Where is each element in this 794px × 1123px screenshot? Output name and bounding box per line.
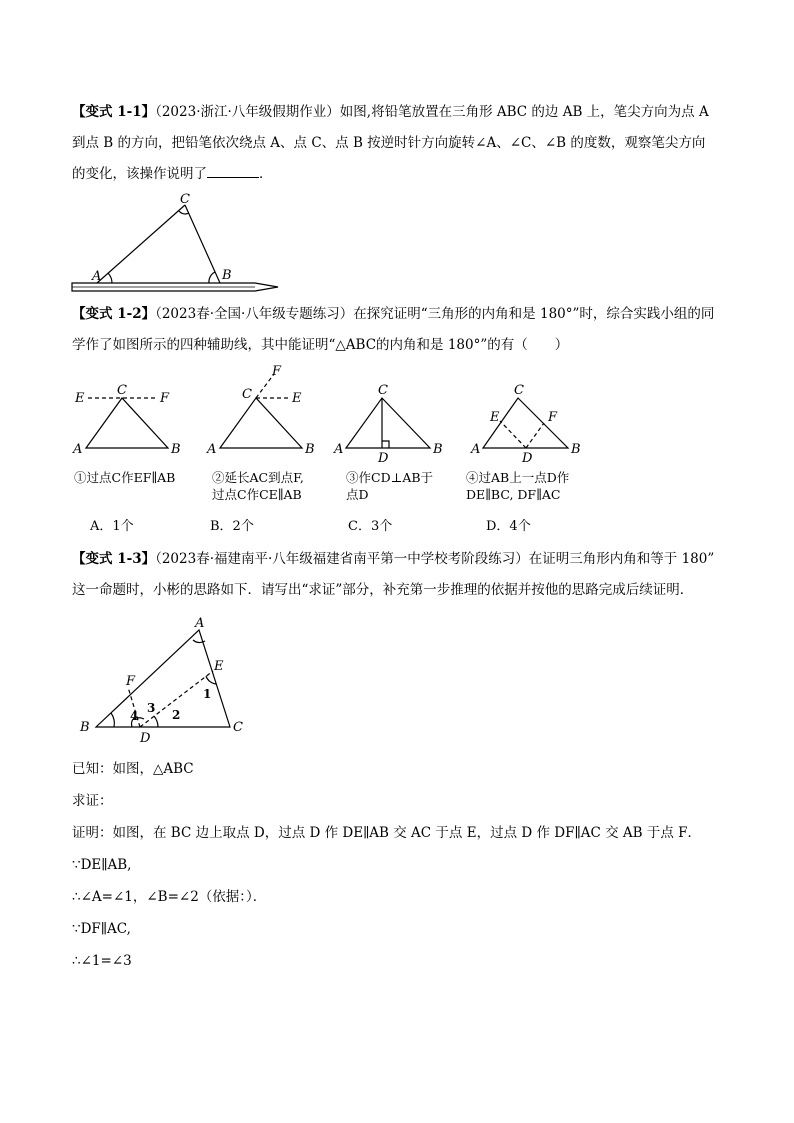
- option-a[interactable]: A．1个: [90, 519, 134, 534]
- q1-tag: 【变式 1-1】: [72, 104, 156, 120]
- q3-tag: 【变式 1-3】: [72, 551, 156, 567]
- q3-proof-2: ∵DE∥AB,: [72, 857, 132, 873]
- f4-label-D: D: [522, 451, 533, 466]
- f2-label-F: F: [272, 364, 282, 379]
- option-b[interactable]: B．2个: [210, 519, 254, 534]
- caption-3-line2: 点D: [346, 487, 369, 502]
- q3-angle-2: 2: [172, 708, 181, 722]
- f2-label-A: A: [207, 442, 217, 457]
- q3-angle-1: 1: [203, 687, 212, 701]
- q3-proof-5: ∴∠1=∠3: [72, 953, 132, 969]
- q2-line2: 学作了如图所示的四种辅助线，其中能证明“△ABC的内角和是 180°”的有（ ）: [72, 337, 569, 353]
- q3-angle-4: 4: [130, 709, 139, 723]
- q3-label-A: A: [195, 616, 205, 631]
- f4-label-E: E: [490, 410, 500, 425]
- q3-label-D: D: [140, 731, 151, 746]
- angle-B-arc: [111, 713, 114, 727]
- option-d[interactable]: D．4个: [486, 519, 531, 534]
- f1-label-C: C: [117, 383, 127, 398]
- f4-label-A: A: [471, 442, 481, 457]
- caption-2-line1: ②延长AC到点F,: [212, 470, 304, 485]
- f3-label-B: B: [433, 442, 443, 457]
- f2-label-E: E: [292, 391, 302, 406]
- f1-label-B: B: [171, 442, 181, 457]
- option-c[interactable]: C．3个: [348, 519, 393, 534]
- f3-label-A: A: [334, 442, 344, 457]
- q3-text1: （2023春·福建南平·八年级福建省南平第一中学校考阶段练习）在证明三角形内角和等于 180”: [155, 551, 715, 567]
- q3-prove: 求证：: [72, 793, 113, 809]
- f1-label-F: F: [160, 391, 170, 406]
- q3-label-C: C: [233, 720, 243, 735]
- q1-line2: 到点 B 的方向，把铅笔依次绕点 A、点 C、点 B 按逆时针方向旋转∠A、∠C、∠B 的度数，观察笔尖方向: [72, 135, 706, 151]
- caption-3-line1: ③作CD⊥AB于: [346, 470, 434, 485]
- q2-tag: 【变式 1-2】: [72, 306, 156, 322]
- caption-4-line2: DE∥BC, DF∥AC: [466, 487, 561, 502]
- f4-label-C: C: [514, 383, 524, 398]
- caption-4-line1: ④过AB上一点D作: [466, 470, 570, 485]
- f2-label-C: C: [242, 387, 252, 402]
- f2-label-B: B: [305, 442, 315, 457]
- q1-label-A: A: [92, 269, 102, 284]
- f4-label-B: B: [571, 442, 581, 457]
- f4-label-F: F: [548, 410, 558, 425]
- q3-proof-1: 证明：如图，在 BC 边上取点 D，过点 D 作 DE∥AB 交 AC 于点 E，过点 D 作 DF∥AC 交 AB 于点 F．: [72, 825, 701, 841]
- q1-text1: （2023·浙江·八年级假期作业）如图,将铅笔放置在三角形 ABC 的边 AB 上，笔尖方向为点 A: [155, 104, 709, 120]
- q3-label-F: F: [126, 674, 136, 689]
- q3-proof-3: ∴∠A=∠1，∠B=∠2（依据：）．: [72, 889, 267, 905]
- q3-line2: 这一命题时，小彬的思路如下．请写出“求证”部分，补充第一步推理的依据并按他的思路完成后续证明．: [72, 582, 694, 598]
- q1-text3: 的变化，该操作说明了: [72, 166, 207, 182]
- q3-known: 已知：如图，△ABC: [72, 761, 194, 777]
- f1-label-A: A: [73, 442, 83, 457]
- q1-label-B: B: [222, 268, 232, 283]
- caption-1-line1: ①过点C作EF∥AB: [74, 470, 176, 485]
- f3-label-D: D: [378, 451, 389, 466]
- q3-triangle: [96, 630, 230, 727]
- q1-label-C: C: [180, 192, 190, 207]
- f3-label-C: C: [378, 383, 388, 398]
- caption-2-line2: 过点C作CE∥AB: [212, 487, 302, 502]
- f1-label-E: E: [75, 391, 85, 406]
- q2-text1: （2023春·全国·八年级专题练习）在探究证明“三角形的内角和是 180°”时，综合实践小组的同: [155, 306, 715, 322]
- q3-proof-4: ∵DF∥AC,: [72, 921, 131, 937]
- q3-label-B: B: [80, 720, 90, 735]
- q1-text3-end: ．: [259, 166, 273, 182]
- q3-label-E: E: [214, 659, 224, 674]
- q3-angle-3: 3: [147, 701, 156, 715]
